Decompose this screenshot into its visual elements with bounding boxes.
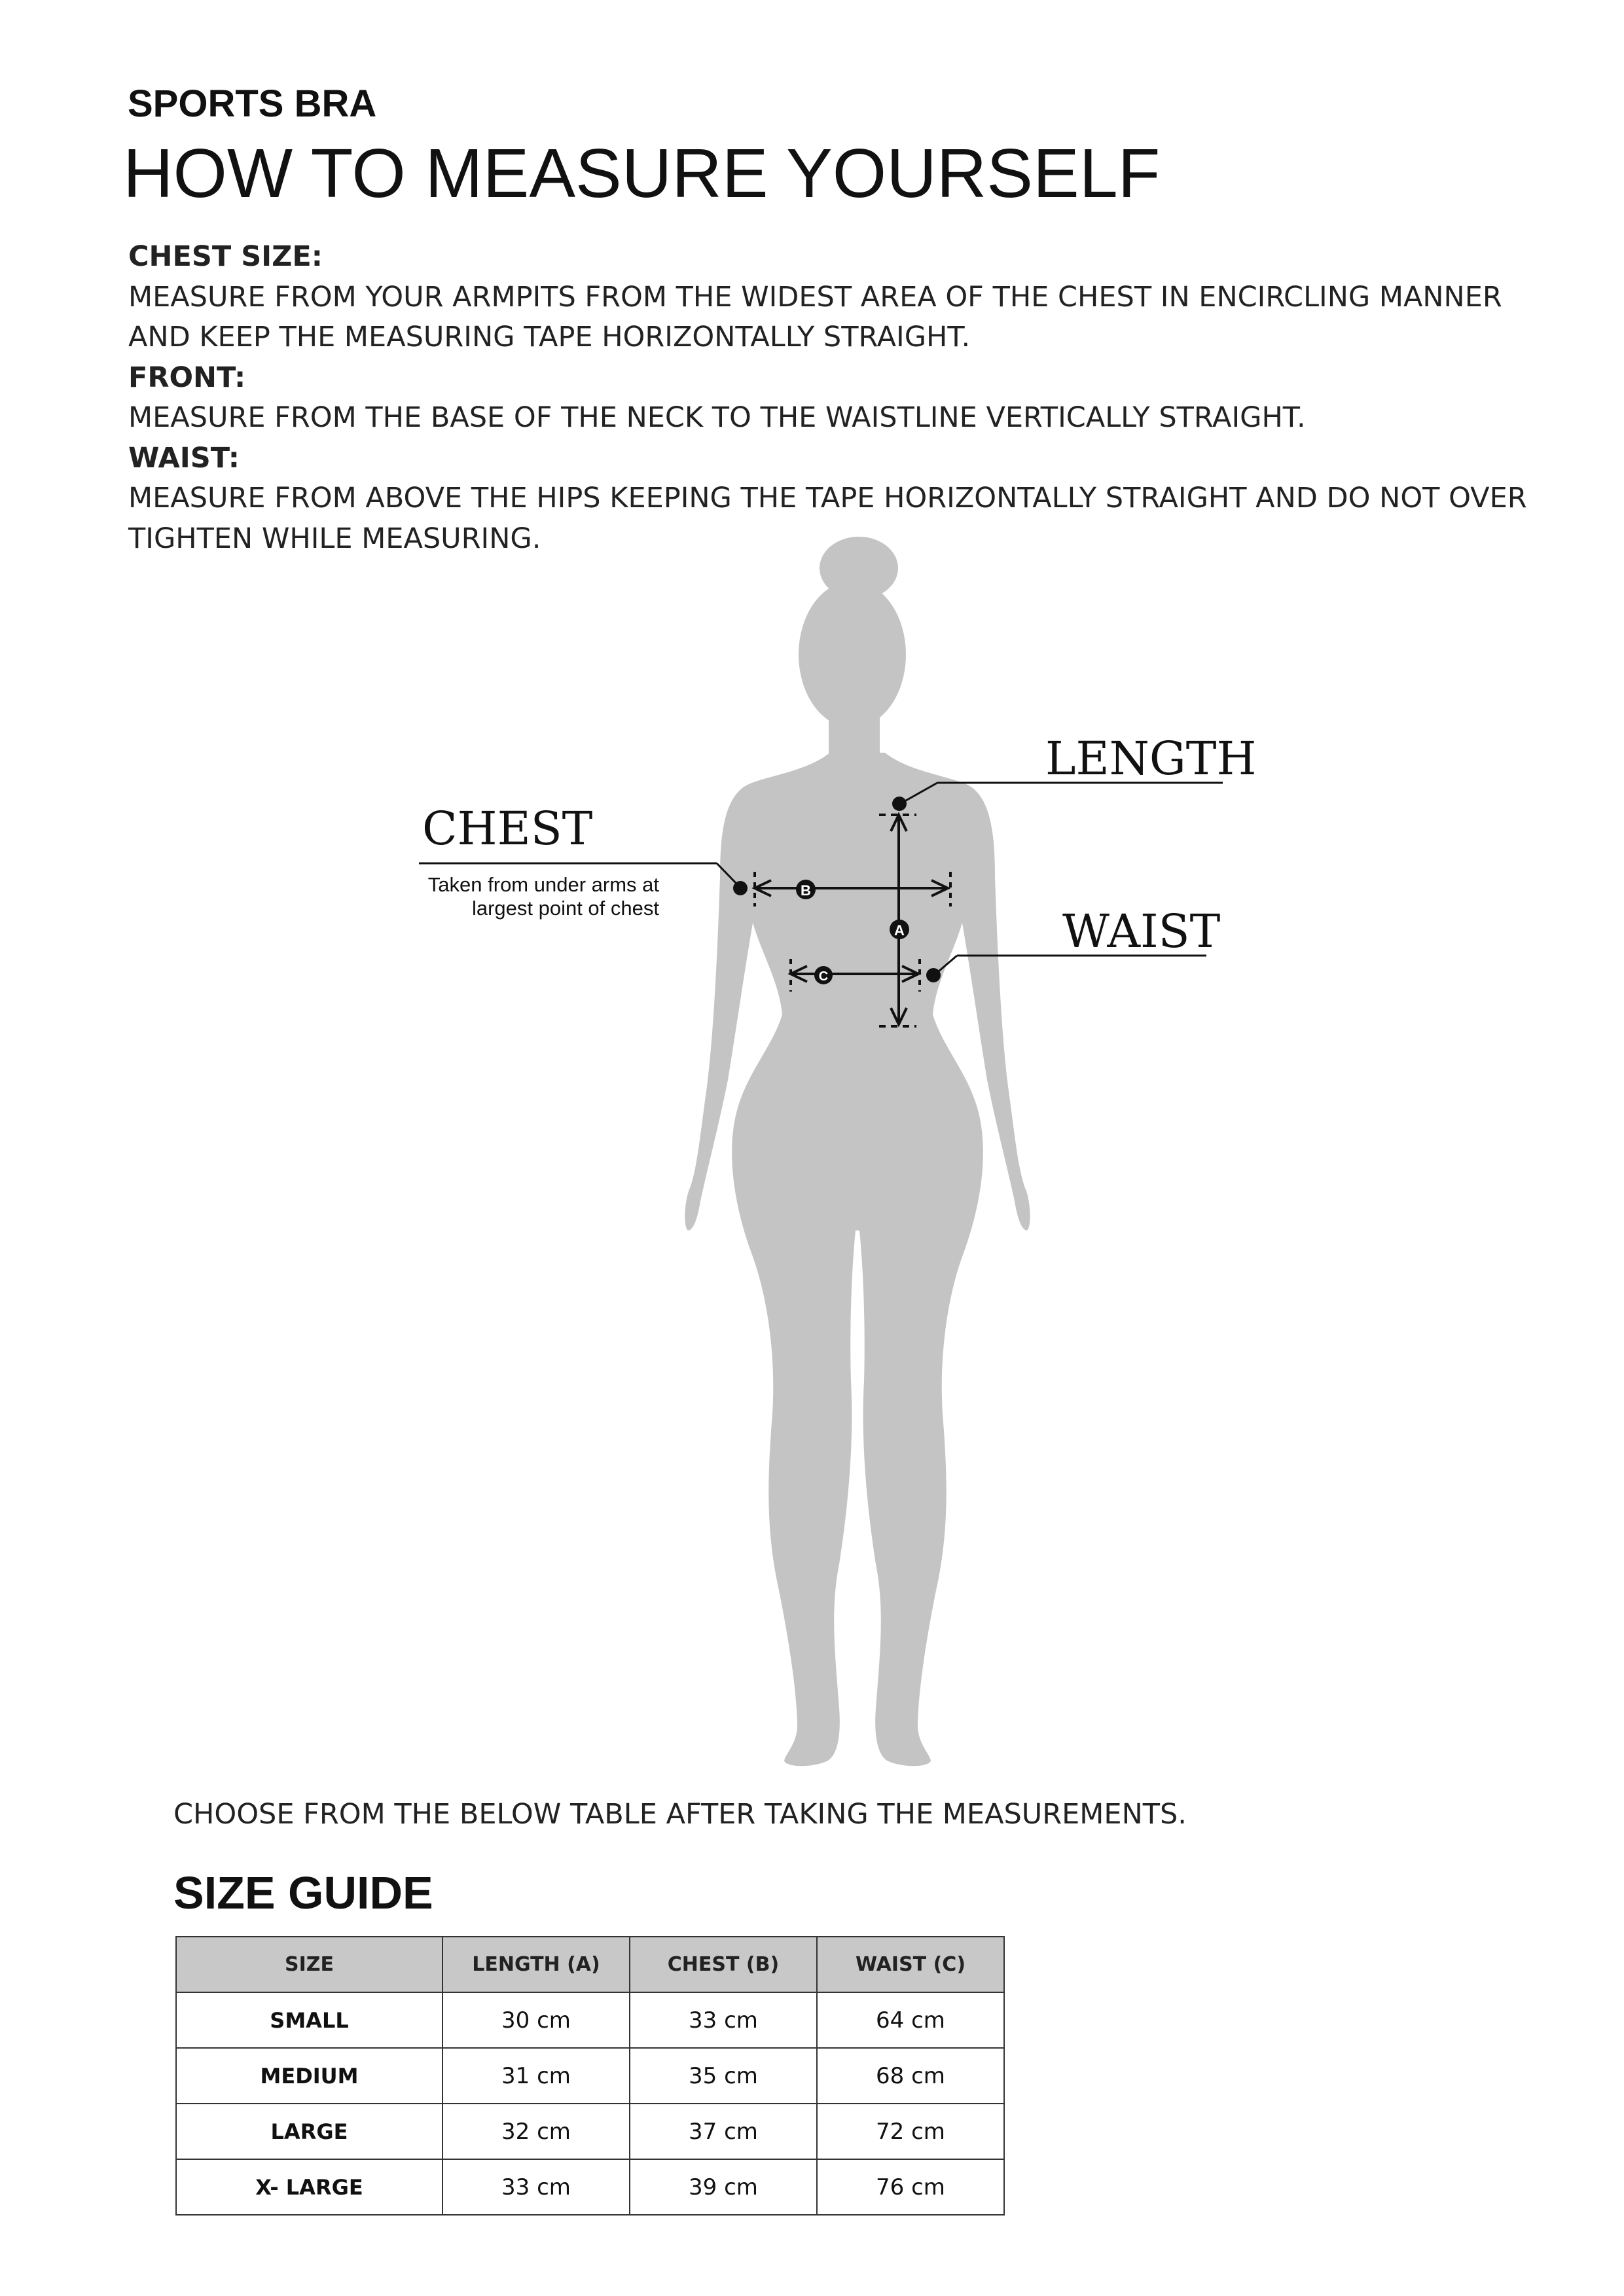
marker-a-label: A — [894, 922, 905, 939]
length-cell: 31 cm — [442, 2048, 630, 2104]
choose-instruction: CHOOSE FROM THE BELOW TABLE AFTER TAKING THE MEASUREMENTS. — [173, 1798, 1187, 1831]
waist-cell: 72 cm — [817, 2104, 1004, 2159]
chest-size-text: MEASURE FROM YOUR ARMPITS FROM THE WIDEST AREA OF THE CHEST IN ENCIRCLING MANNER AND KEEP THE MEASURING TAPE HORIZONTALLY STRAIGHT. — [128, 280, 1502, 353]
header-length: LENGTH (A) — [442, 1937, 630, 1992]
table-row — [176, 1992, 1004, 2048]
page-title: HOW TO MEASURE YOURSELF — [123, 135, 1161, 212]
waist-dot — [926, 968, 941, 982]
size-cell: LARGE — [176, 2104, 442, 2159]
marker-b-label: B — [801, 882, 811, 899]
size-cell: SMALL — [176, 1992, 442, 2048]
header-chest: CHEST (B) — [630, 1937, 817, 1992]
chest-cell: 37 cm — [630, 2104, 817, 2159]
chest-dot — [733, 881, 748, 895]
front-text: MEASURE FROM THE BASE OF THE NECK TO THE WAISTLINE VERTICALLY STRAIGHT. — [128, 401, 1306, 434]
table-row — [176, 2104, 1004, 2159]
front-heading: FRONT: — [128, 361, 246, 394]
chest-cell: 35 cm — [630, 2048, 817, 2104]
waist-label: WAIST — [1062, 905, 1221, 958]
length-cell: 33 cm — [442, 2159, 630, 2215]
table-row — [176, 2048, 1004, 2104]
marker-b — [796, 880, 816, 899]
waist-cell: 76 cm — [817, 2159, 1004, 2215]
length-dot — [892, 797, 907, 811]
header-waist: WAIST (C) — [817, 1937, 1004, 1992]
waist-heading: WAIST: — [128, 441, 240, 475]
size-guide-table — [175, 1936, 1005, 2215]
chest-label: CHEST — [422, 802, 593, 855]
waist-text: MEASURE FROM ABOVE THE HIPS KEEPING THE TAPE HORIZONTALLY STRAIGHT AND DO NOT OVER TIGHTEN WHILE MEASURING. — [128, 482, 1527, 555]
chest-cell: 33 cm — [630, 1992, 817, 2048]
marker-a — [890, 920, 909, 939]
size-cell: X- LARGE — [176, 2159, 442, 2215]
body-silhouette — [685, 537, 1030, 1766]
marker-c-label: C — [818, 969, 829, 984]
chest-cell: 39 cm — [630, 2159, 817, 2215]
length-label: LENGTH — [1045, 732, 1257, 785]
waist-cell: 68 cm — [817, 2048, 1004, 2104]
chest-note-line-2: largest point of chest — [471, 897, 659, 920]
table-header-row — [176, 1937, 1004, 1992]
table-row — [176, 2159, 1004, 2215]
header-size: SIZE — [176, 1937, 442, 1992]
chest-size-heading: CHEST SIZE: — [128, 240, 323, 273]
length-cell: 32 cm — [442, 2104, 630, 2159]
size-guide-title: SIZE GUIDE — [173, 1867, 433, 1918]
length-cell: 30 cm — [442, 1992, 630, 2048]
waist-cell: 64 cm — [817, 1992, 1004, 2048]
chest-note-line-1: Taken from under arms at — [427, 873, 659, 896]
marker-c — [814, 966, 833, 984]
product-subtitle: SPORTS BRA — [128, 82, 377, 125]
size-cell: MEDIUM — [176, 2048, 442, 2104]
